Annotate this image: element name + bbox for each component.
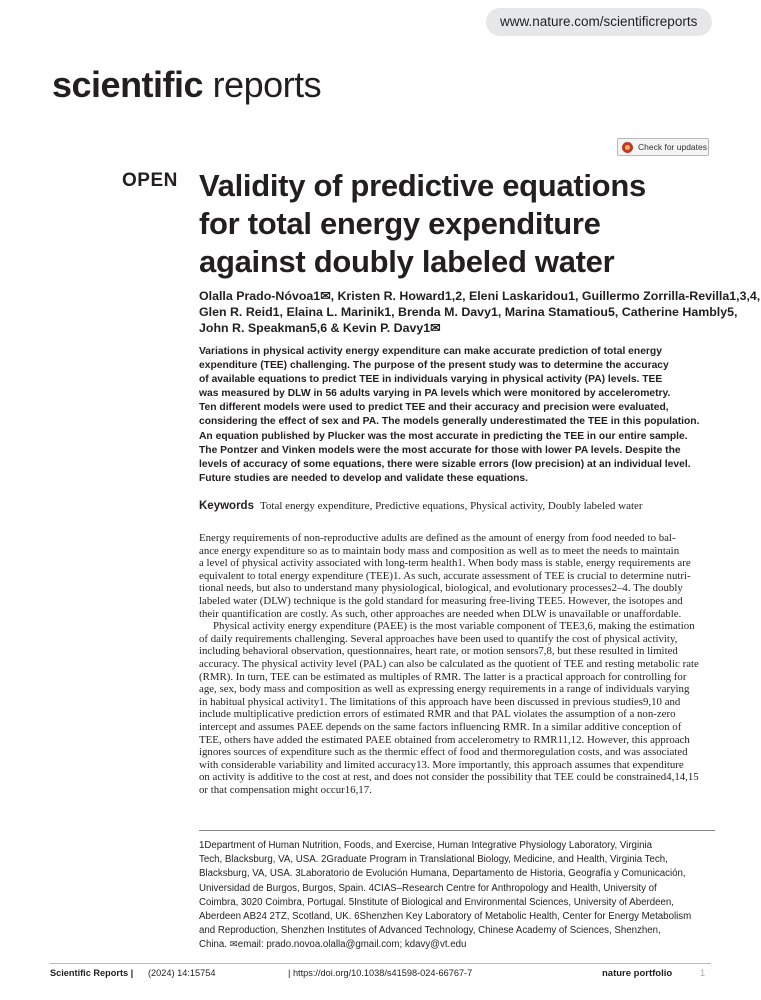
abstract-line: was measured by DLW in 56 adults varying in PA levels which were monitored by accelerometry.	[199, 388, 671, 400]
body-line: or that compensation might occur16,17.	[199, 783, 372, 796]
keywords-list: Total energy expenditure, Predictive equations, Physical activity, Doubly labeled water	[259, 500, 643, 512]
page-number: 1	[700, 968, 706, 978]
affiliation-line: Coimbra, 3020 Coimbra, Portugal. 5Institute of Biological and Environmental Sciences, University of Aberdeen,	[199, 896, 674, 908]
affiliation-line: and Reproduction, Shenzhen Institutes of Advanced Technology, Chinese Academy of Sciences, Shenzhen,	[199, 925, 661, 937]
check-updates-label: Check for updates	[638, 142, 707, 152]
keywords-label: Keywords	[199, 500, 254, 512]
body-line: equivalent to total energy expenditure (TEE)1. As such, accurate assessment of TEE is crucial to determine nutri-	[199, 569, 691, 582]
check-for-updates-button[interactable]	[617, 138, 709, 156]
body-line: TEE, others have added the estimated PAEE obtained from accelerometry to RMR11,12. However, this approach	[199, 733, 690, 746]
page-footer	[50, 968, 711, 982]
footer-doi-link[interactable]: | https://doi.org/10.1038/s41598-024-66767-7	[288, 968, 473, 978]
affiliation-line: Blacksburg, VA, USA. 3Laboratorio de Evolución Humana, Departamento de Historia, Geografía y Comunicación,	[199, 868, 686, 880]
body-line: ignores sources of expenditure such as the thermic effect of food and thermoregulation costs, and was associated	[199, 746, 688, 759]
affiliation-line: Tech, Blacksburg, VA, USA. 2Graduate Program in Translational Biology, Medicine, and Health, Virginia Tech,	[199, 854, 668, 866]
brand-light: reports	[203, 64, 322, 105]
affiliation-line: China. ✉email: prado.novoa.olalla@gmail.com; kdavy@vt.edu	[199, 939, 467, 951]
footer-issue: (2024) 14:15754	[148, 968, 216, 978]
publisher-logo: nature portfolio	[602, 968, 673, 979]
body-line: labeled water (DLW) technique is the gold standard for measuring free-living TEE5. However, the isotopes and	[199, 594, 683, 607]
crossmark-icon	[622, 142, 633, 153]
affiliation-line: Universidad de Burgos, Burgos, Spain. 4CIAS–Research Centre for Anthropology and Health, University of	[199, 882, 657, 894]
body-line: intercept and assumes PAEE depends on the same factors influencing RMR. In a similar additive conception of	[199, 720, 682, 733]
abstract-line: The Pontzer and Vinken models were the most accurate for those with lower PA levels. Despite the	[199, 444, 681, 456]
author-line: Olalla Prado-Nóvoa1✉, Kristen R. Howard1,2, Eleni Laskaridou1, Guillermo Zorrilla-Revilla1,3,4,	[199, 289, 761, 303]
journal-url[interactable]: www.nature.com/scientificreports	[486, 8, 712, 36]
affiliation-line: Aberdeen AB24 2TZ, Scotland, UK. 6Shenzhen Key Laboratory of Metabolic Health, Center for Energy Metabolism	[199, 911, 692, 923]
body-line: their quantification are costly. As such, other approaches are needed when DLW is unavailable or unaffordable.	[199, 607, 682, 620]
body-line: a level of physical activity associated with long-term health1. When body mass is stable, energy requirements are	[199, 557, 691, 570]
open-access-label: OPEN	[122, 170, 178, 191]
body-line: of daily requirements challenging. Several approaches have been used to quantify the cost of physical activity,	[199, 632, 678, 645]
body-line: with considerable variability and limited accuracy13. More importantly, this approach assumes that expenditure	[199, 758, 684, 771]
body-text	[199, 532, 715, 796]
body-line: on activity is additive to the cost at rest, and does not consider the possibility that TEE could be constrained4,14,15	[199, 771, 699, 784]
footer-divider	[50, 963, 711, 964]
title-line: against doubly labeled water	[199, 244, 615, 279]
abstract-line: expenditure (TEE) challenging. The purpose of the present study was to determine the accuracy	[199, 360, 669, 372]
abstract-line: An equation published by Plucker was the most accurate in predicting the TEE in our entire sample.	[199, 430, 688, 442]
body-line: include multiplicative prediction errors of estimated RMR and that PAL violates the assumption of a non-zero	[199, 708, 676, 721]
body-line: including behavioral observation, questionnaires, heart rate, or motion sensors7,8, but these resulted in limited	[199, 645, 678, 658]
body-line: in habitual physical activity1. The limitations of this approach have been discussed in previous studies9,10 and	[199, 695, 681, 708]
keywords-row	[199, 500, 715, 512]
abstract-line: Ten different models were used to predict TEE and their accuracy and precision were evaluated,	[199, 402, 669, 414]
title-line: for total energy expenditure	[199, 206, 601, 241]
body-line: Energy requirements of non-reproductive adults are defined as the amount of energy from food needed to bal-	[199, 532, 676, 544]
journal-brand	[52, 64, 321, 106]
title-line: Validity of predictive equations	[199, 168, 646, 203]
author-line: Glen R. Reid1, Elaina L. Marinik1, Brenda M. Davy1, Marina Stamatiou5, Catherine Hambly5,	[199, 305, 738, 319]
body-line: accuracy. The physical activity level (PAL) can also be calculated as the quotient of TEE and resting metabolic rate	[199, 657, 699, 670]
abstract-line: levels of accuracy of some equations, there were sizable errors (low precision) at an individual level.	[199, 458, 691, 470]
article-title	[199, 167, 719, 281]
body-line: age, sex, body mass and composition as well as expressing energy requirements in a range of individuals varying	[199, 683, 690, 696]
body-line: (RMR). In turn, TEE can be estimated as multiples of RMR. The latter is a practical approach for controlling for	[199, 670, 687, 683]
affiliation-divider	[199, 830, 715, 831]
brand-bold: scientific	[52, 64, 204, 105]
abstract-line: Future studies are needed to develop and validate these equations.	[199, 472, 529, 484]
body-line: Physical activity energy expenditure (PAEE) is the most variable component of TEE3,6, making the estimation	[213, 620, 695, 633]
body-line: tional needs, but also to understand many physiological, biological, and evolutionary processes2–4. The doubly	[199, 582, 683, 595]
abstract-line: considering the effect of sex and PA. The models generally underestimated the TEE in this population.	[199, 416, 700, 428]
abstract-line: of available equations to predict TEE in individuals varying in physical activity (PA) levels. TEE	[199, 374, 663, 386]
abstract	[199, 345, 715, 486]
affiliations	[199, 839, 715, 953]
body-line: ance energy expenditure so as to maintain body mass and composition as well as to meet the needs to maintain	[199, 544, 680, 557]
affiliation-line: 1Department of Human Nutrition, Foods, and Exercise, Human Integrative Physiology Laboratory, Virginia	[199, 840, 653, 851]
author-line: John R. Speakman5,6 & Kevin P. Davy1✉	[199, 321, 441, 335]
author-list	[199, 288, 761, 336]
abstract-line: Variations in physical activity energy expenditure can make accurate prediction of total energy	[199, 346, 662, 357]
footer-journal: Scientific Reports |	[50, 968, 134, 978]
